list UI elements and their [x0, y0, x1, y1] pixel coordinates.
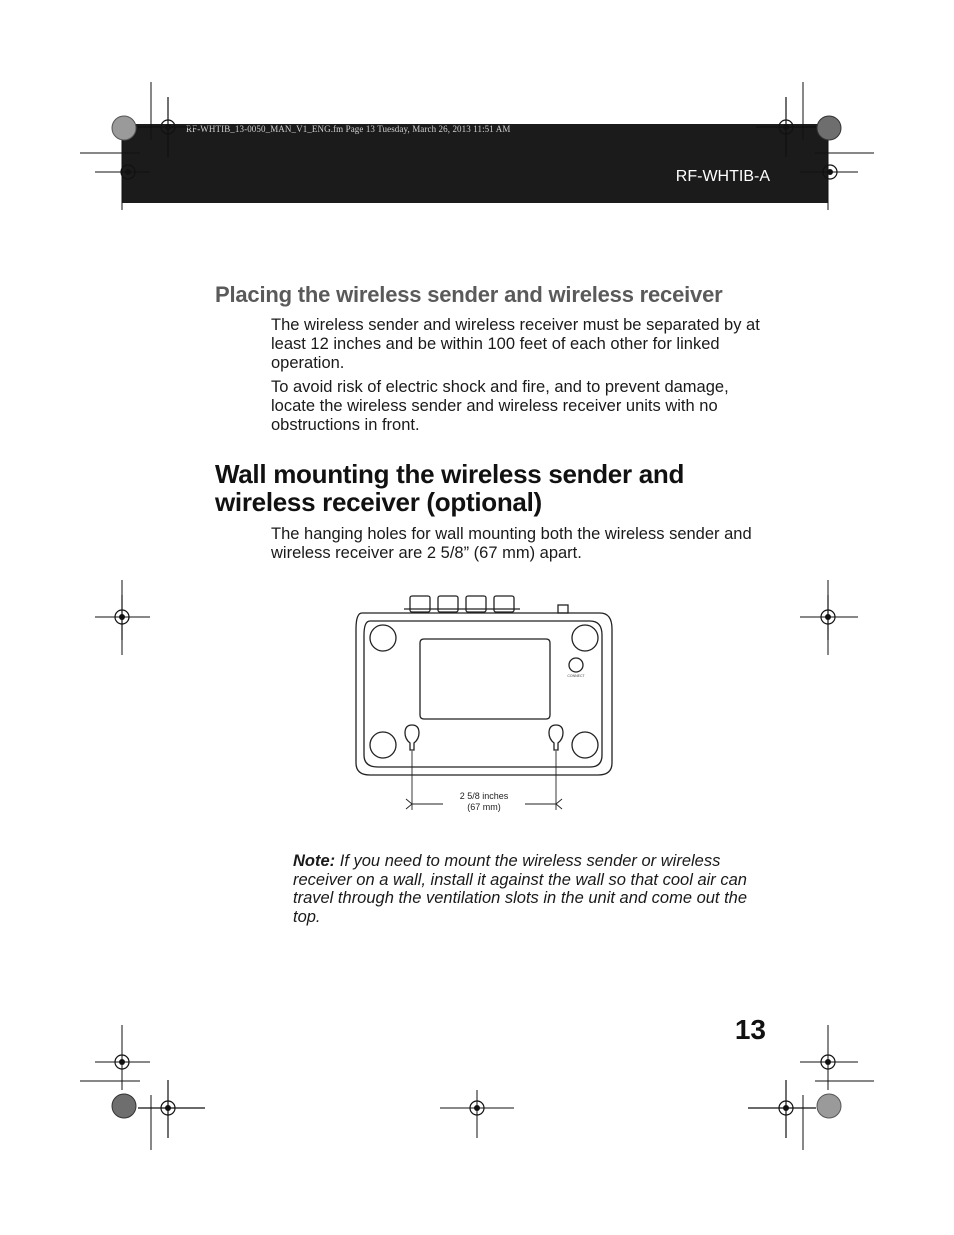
dimension-label-mm: (67 mm): [467, 802, 501, 812]
note-label: Note:: [293, 852, 336, 870]
page-number: 13: [734, 1014, 766, 1045]
model-number: RF-WHTIB-A: [675, 168, 770, 185]
note-text: If you need to mount the wireless sender or wireless receiver on a wall, install it against the wall so that cool air can travel through the ventilation slots in the unit and come out the top.: [293, 852, 748, 926]
print-slug: RF-WHTIB_13-0050_MAN_V1_ENG.fm Page 13 Tuesday, March 26, 2013 11:51 AM: [186, 124, 511, 134]
wall-mounting-paragraph: The hanging holes for wall mounting both the wireless sender and wireless receiver are 2 5/8” (67 mm) apart.: [271, 525, 752, 562]
section-heading-placing: Placing the wireless sender and wireless receiver: [215, 282, 723, 307]
connect-button-label: CONNECT: [567, 674, 585, 678]
placing-paragraph-1: The wireless sender and wireless receiver must be separated by at least 12 inches and be within 100 feet of each other for linked operation.: [271, 316, 760, 372]
placing-paragraph-2: To avoid risk of electric shock and fire, and to prevent damage, locate the wireless sender and wireless receiver units with no obstructions in front.: [271, 378, 729, 434]
note-block: [293, 852, 773, 926]
wall-mount-diagram: [340, 585, 630, 820]
dimension-label-inches: 2 5/8 inches: [459, 791, 509, 801]
section-heading-wall-mounting: Wall mounting the wireless sender and wireless receiver (optional): [215, 459, 685, 517]
